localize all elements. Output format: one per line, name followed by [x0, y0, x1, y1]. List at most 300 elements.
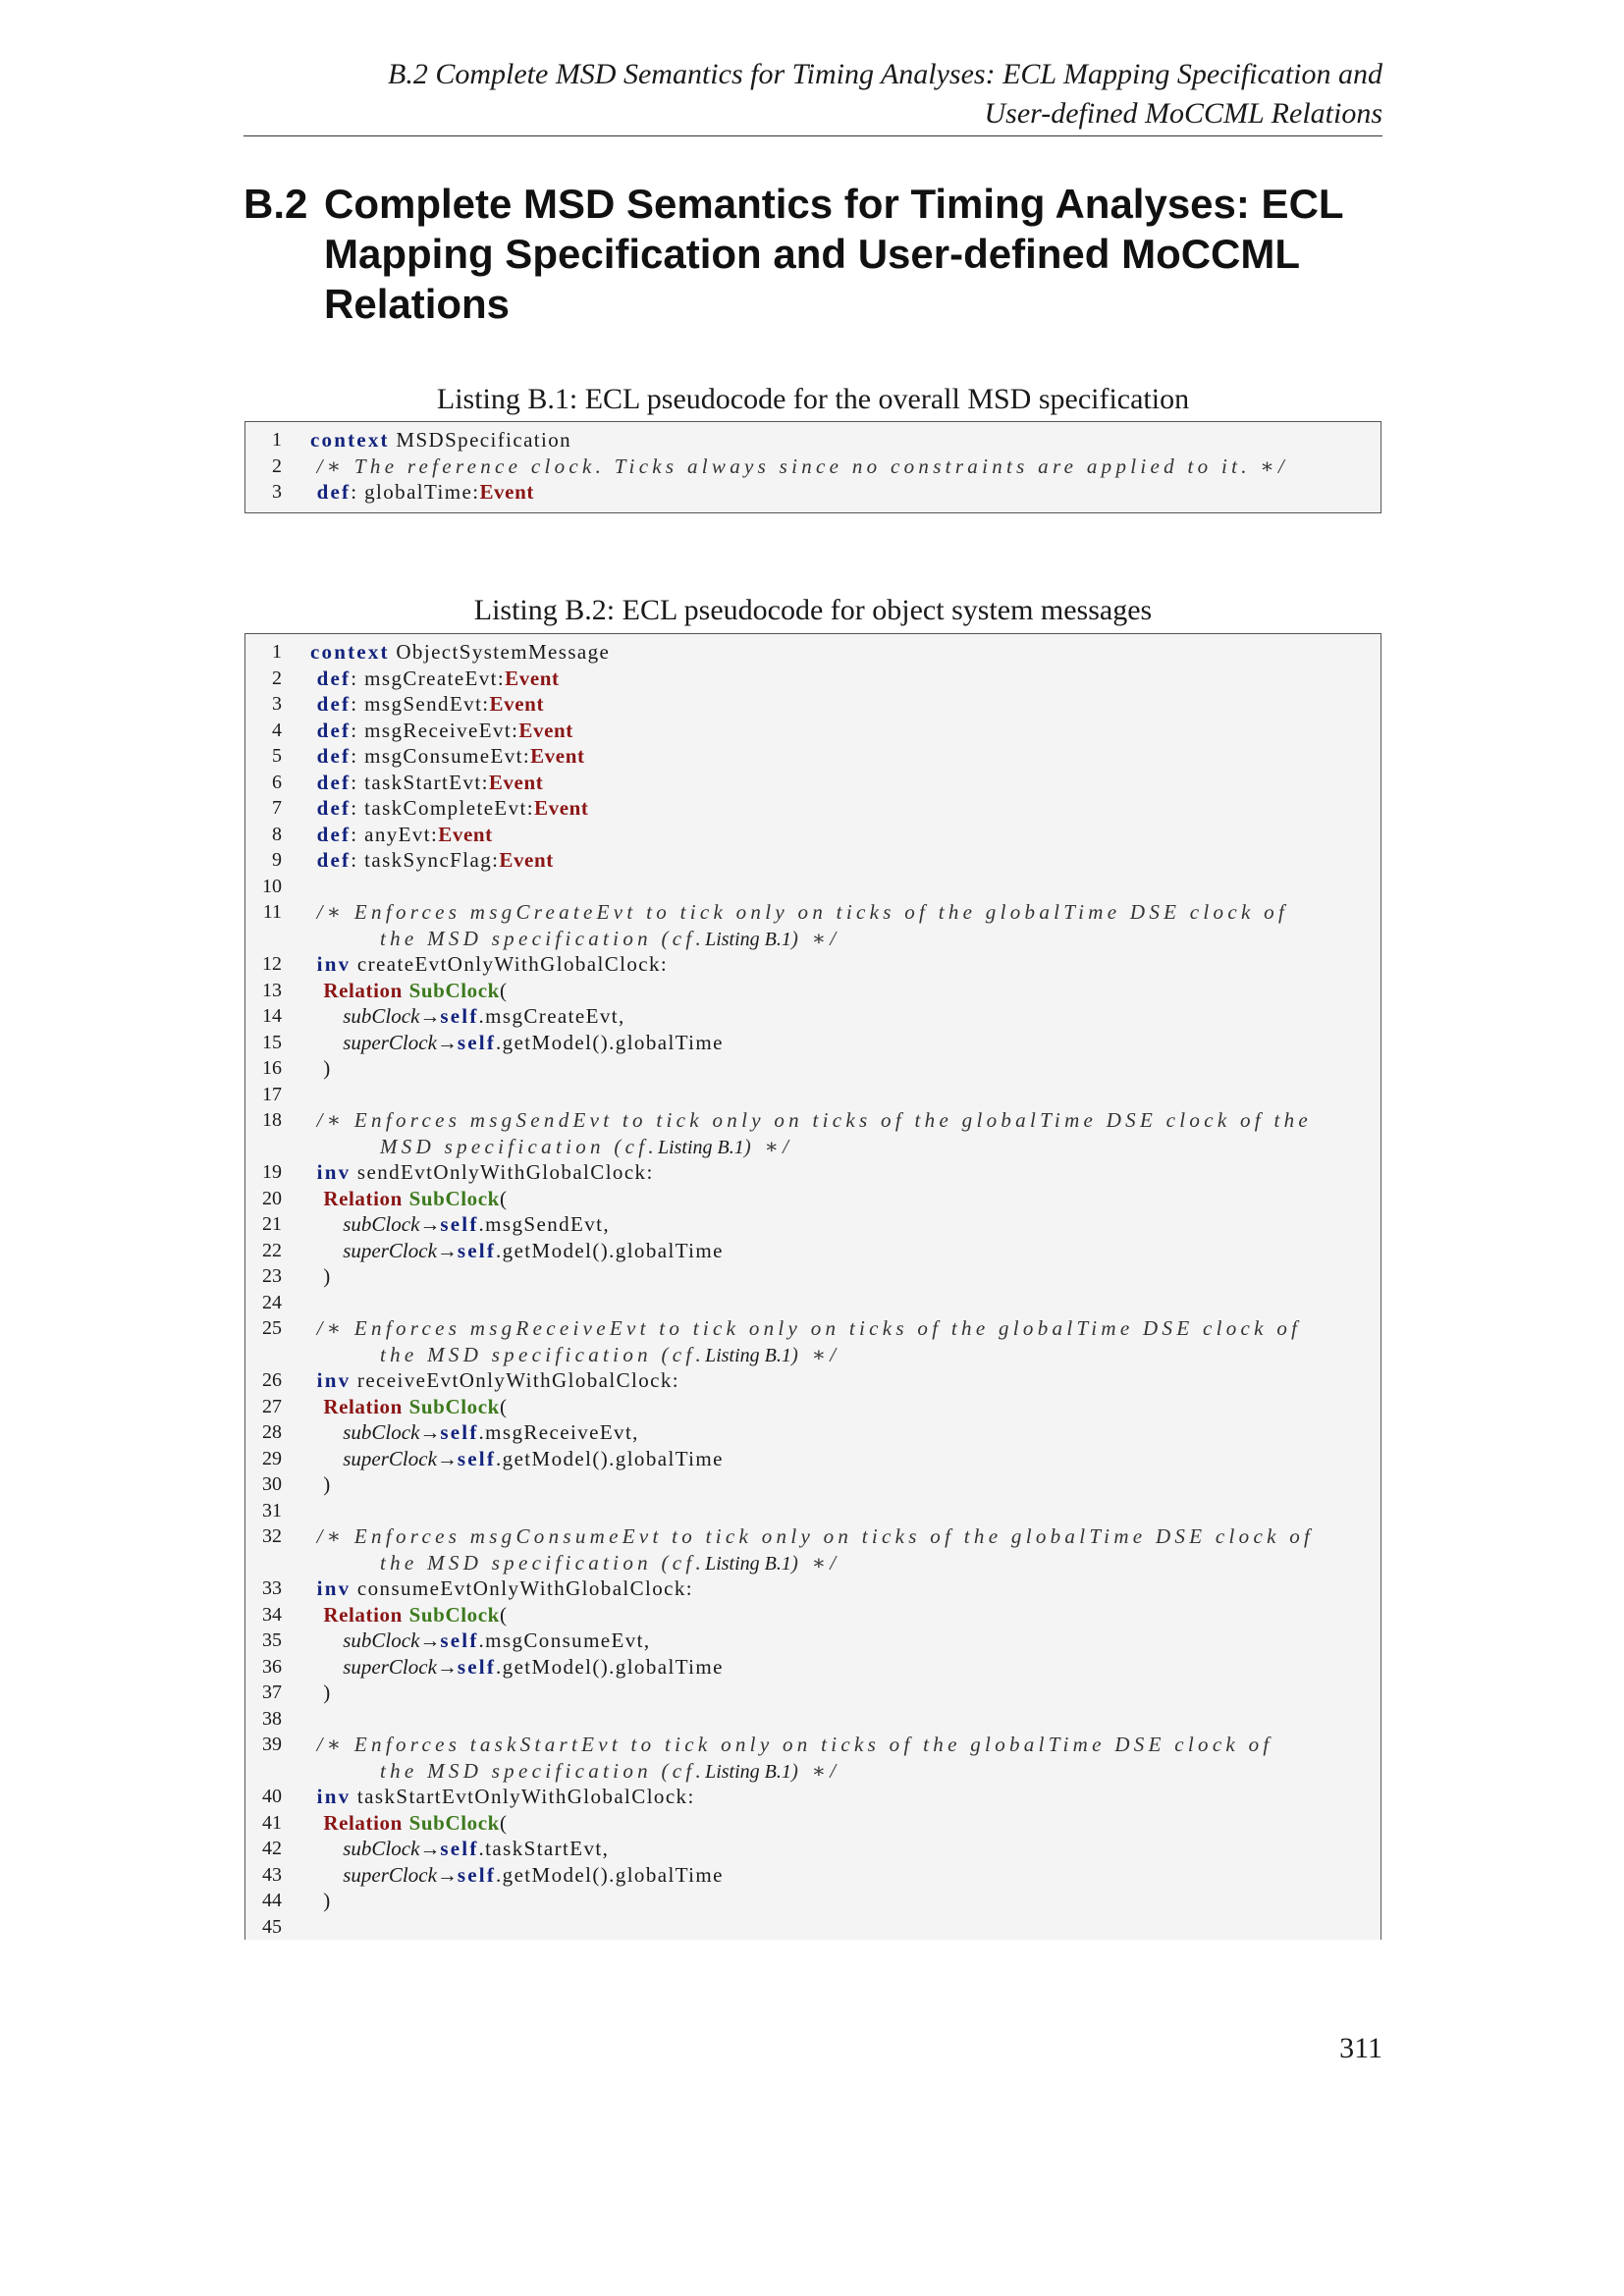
code-comment: /∗ The reference clock. Ticks always since no constraints are applied to it. ∗/	[316, 454, 1289, 478]
code-parameter: superClock→	[343, 1030, 458, 1054]
code-token: (	[499, 1602, 509, 1627]
code-keyword: self	[440, 1004, 479, 1028]
code-line	[245, 978, 1380, 1004]
code-token	[310, 1239, 343, 1262]
code-token	[310, 1603, 323, 1627]
code-text	[310, 1159, 654, 1186]
code-text	[310, 1784, 695, 1810]
line-number: 18	[262, 1109, 282, 1131]
code-text	[310, 1810, 508, 1837]
code-text	[380, 1342, 839, 1369]
code-line	[245, 899, 1380, 926]
code-line	[245, 454, 1380, 480]
code-type: Event	[530, 744, 585, 768]
code-line	[245, 666, 1380, 692]
code-keyword: context	[310, 428, 390, 452]
line-number: 35	[262, 1629, 282, 1651]
listing-b1-caption: Listing B.1: ECL pseudocode for the overall MSD specification	[436, 383, 1190, 415]
code-function: SubClock	[408, 1810, 500, 1835]
code-text	[310, 951, 668, 978]
line-number: 13	[262, 979, 282, 1001]
code-text	[310, 1238, 724, 1264]
line-number: 29	[262, 1447, 282, 1469]
line-number: 2	[272, 667, 282, 689]
code-keyword: self	[457, 1238, 497, 1262]
code-token: .getModel().globalTime	[496, 1446, 724, 1470]
code-token: : taskSyncFlag:	[351, 848, 500, 872]
code-token: : msgCreateEvt:	[351, 666, 506, 690]
code-keyword: inv	[316, 1368, 352, 1392]
code-token: : taskStartEvt:	[351, 770, 489, 794]
section-title: Complete MSD Semantics for Timing Analyses: ECL Mapping Specification and User-defined MoCCML Relations	[324, 181, 1343, 327]
code-line	[245, 1082, 1380, 1108]
code-token: : taskCompleteEvt:	[351, 796, 535, 820]
code-line	[245, 1732, 1380, 1758]
line-number: 33	[262, 1577, 282, 1599]
code-token	[310, 692, 317, 716]
code-line	[245, 718, 1380, 744]
code-token: )	[310, 1056, 332, 1080]
code-token: .getModel().globalTime	[496, 1238, 724, 1262]
code-line-continuation	[245, 926, 1380, 952]
line-number: 10	[262, 875, 282, 897]
code-text	[310, 847, 554, 874]
code-line	[245, 874, 1380, 900]
code-comment: ) ∗/	[790, 1342, 840, 1366]
code-line	[245, 1446, 1380, 1472]
code-text	[310, 1030, 724, 1056]
code-line	[245, 1211, 1380, 1238]
code-token: .msgCreateEvt,	[478, 1004, 625, 1028]
header-rule	[244, 135, 1382, 136]
code-token	[403, 1395, 409, 1418]
code-line-continuation	[245, 1758, 1380, 1785]
code-text	[310, 1446, 724, 1472]
code-line	[245, 1419, 1380, 1446]
code-text	[380, 926, 839, 953]
line-number: 11	[262, 901, 282, 923]
code-line	[245, 1654, 1380, 1681]
code-token	[310, 771, 317, 794]
code-line	[245, 1680, 1380, 1706]
code-token: .msgSendEvt,	[478, 1212, 611, 1236]
line-number: 45	[262, 1915, 282, 1938]
running-head-line-2: User-defined MoCCML Relations	[984, 97, 1382, 130]
code-function: SubClock	[408, 978, 500, 1002]
line-number: 43	[262, 1863, 282, 1886]
code-text	[310, 1471, 332, 1498]
code-parameter: subClock→	[343, 1004, 441, 1028]
code-text	[310, 1888, 332, 1914]
code-line	[245, 822, 1380, 848]
code-keyword: self	[440, 1420, 479, 1444]
code-text	[310, 427, 571, 454]
code-line-continuation	[245, 1550, 1380, 1576]
code-type: Event	[534, 796, 589, 820]
code-comment: the MSD specification (cf.	[380, 1758, 706, 1783]
line-number: 16	[262, 1057, 282, 1079]
code-token	[310, 979, 323, 1002]
code-line	[245, 770, 1380, 796]
code-text	[310, 718, 573, 744]
code-token	[310, 1785, 317, 1808]
code-keyword: context	[310, 640, 390, 664]
code-token: : msgReceiveEvt:	[351, 718, 519, 742]
code-token	[310, 900, 317, 924]
code-line	[245, 1836, 1380, 1862]
line-number: 41	[262, 1811, 282, 1834]
code-type: Relation	[323, 978, 403, 1002]
code-token: ObjectSystemMessage	[389, 640, 611, 664]
code-type: Event	[499, 848, 554, 872]
code-token	[310, 1316, 317, 1340]
code-token: (	[499, 1810, 509, 1835]
code-token: (	[499, 978, 509, 1002]
running-head	[244, 55, 1382, 133]
code-token: : msgConsumeEvt:	[351, 744, 531, 768]
code-token	[310, 1837, 343, 1860]
code-text	[310, 899, 1288, 926]
code-keyword: def	[316, 666, 352, 690]
code-reference: Listing B.1	[705, 1760, 791, 1783]
line-number: 25	[262, 1317, 282, 1339]
code-text	[310, 1602, 508, 1629]
code-text	[310, 743, 585, 770]
code-line	[245, 1888, 1380, 1914]
code-function: SubClock	[408, 1602, 500, 1627]
code-line	[245, 847, 1380, 874]
code-text	[310, 1862, 724, 1889]
line-number: 8	[272, 823, 282, 845]
code-token	[310, 480, 317, 504]
code-token	[403, 979, 409, 1002]
code-line	[245, 1367, 1380, 1394]
code-parameter: superClock→	[343, 1446, 458, 1470]
code-token: .getModel().globalTime	[496, 1654, 724, 1679]
code-line	[245, 1523, 1380, 1550]
line-number: 26	[262, 1369, 282, 1391]
code-parameter: subClock→	[343, 1420, 441, 1444]
code-line	[245, 1263, 1380, 1290]
code-text	[380, 1550, 839, 1577]
code-token: )	[310, 1681, 332, 1704]
code-line	[245, 1628, 1380, 1654]
line-number: 37	[262, 1682, 282, 1703]
line-number: 23	[262, 1265, 282, 1287]
code-token	[310, 1031, 343, 1054]
code-comment: MSD specification (cf.	[380, 1134, 658, 1158]
code-text	[310, 479, 534, 506]
listing-b2-code-block	[244, 633, 1381, 1940]
code-function: SubClock	[408, 1394, 500, 1418]
code-text	[310, 1186, 508, 1212]
running-head-line-1: B.2 Complete MSD Semantics for Timing Analyses: ECL Mapping Specification and	[388, 58, 1382, 90]
code-token: .getModel().globalTime	[496, 1030, 724, 1054]
line-number: 9	[272, 849, 282, 871]
code-comment: /∗ Enforces msgReceiveEvt to tick only on ticks of the globalTime DSE clock of	[316, 1316, 1302, 1340]
code-keyword: inv	[316, 952, 352, 976]
code-line	[245, 1498, 1380, 1524]
code-reference: Listing B.1	[705, 1344, 791, 1366]
line-number: 1	[272, 429, 282, 451]
code-token	[310, 719, 317, 742]
code-token	[310, 667, 317, 690]
code-line	[245, 1315, 1380, 1342]
code-text	[310, 1523, 1314, 1550]
code-comment: /∗ Enforces msgCreateEvt to tick only on ticks of the globalTime DSE clock of	[316, 900, 1289, 924]
code-keyword: self	[457, 1446, 497, 1470]
code-line	[245, 1003, 1380, 1030]
line-number: 7	[272, 797, 282, 819]
code-text	[310, 1654, 724, 1681]
code-function: SubClock	[408, 1186, 500, 1210]
code-token	[310, 744, 317, 768]
code-token: (	[499, 1394, 509, 1418]
code-keyword: def	[316, 692, 352, 716]
code-line	[245, 1030, 1380, 1056]
code-token: MSDSpecification	[389, 428, 572, 452]
code-text	[380, 1134, 792, 1161]
code-reference: Listing B.1	[657, 1136, 744, 1158]
code-line-continuation	[245, 1342, 1380, 1368]
code-token: .msgReceiveEvt,	[478, 1420, 639, 1444]
code-line	[245, 479, 1380, 506]
code-text	[310, 1628, 651, 1654]
code-token	[310, 454, 317, 478]
line-number: 44	[262, 1890, 282, 1911]
code-line	[245, 743, 1380, 770]
code-token	[310, 1368, 317, 1392]
code-line	[245, 1706, 1380, 1733]
code-token: createEvtOnlyWithGlobalClock:	[351, 952, 669, 976]
code-keyword: def	[316, 796, 352, 820]
code-line	[245, 691, 1380, 718]
code-keyword: self	[457, 1654, 497, 1679]
code-keyword: self	[440, 1837, 479, 1860]
line-number: 2	[272, 454, 282, 477]
code-line	[245, 1107, 1380, 1134]
code-keyword: self	[457, 1030, 497, 1054]
code-token: : globalTime:	[351, 480, 480, 504]
code-token: sendEvtOnlyWithGlobalClock:	[351, 1160, 654, 1184]
code-token: )	[310, 1472, 332, 1496]
code-type: Event	[505, 666, 560, 690]
code-text	[310, 1575, 693, 1602]
code-keyword: inv	[316, 1785, 352, 1808]
code-token: )	[310, 1264, 332, 1288]
code-keyword: inv	[316, 1160, 352, 1184]
line-number: 3	[272, 693, 282, 715]
code-line	[245, 1471, 1380, 1498]
line-number: 5	[272, 745, 282, 767]
code-parameter: superClock→	[343, 1238, 458, 1262]
code-text	[310, 795, 589, 822]
code-comment: /∗ Enforces taskStartEvt to tick only on ticks of the globalTime DSE clock of	[316, 1733, 1273, 1756]
code-keyword: def	[316, 770, 352, 794]
code-token: : msgSendEvt:	[351, 692, 490, 716]
line-number: 40	[262, 1786, 282, 1807]
code-token	[403, 1811, 409, 1835]
code-type: Event	[479, 480, 534, 504]
listing-b2-caption: Listing B.2: ECL pseudocode for object system messages	[473, 594, 1153, 626]
code-text	[310, 1680, 332, 1706]
code-line	[245, 427, 1380, 454]
code-text	[310, 1107, 1312, 1134]
code-token	[310, 1108, 317, 1132]
line-number: 31	[262, 1499, 282, 1522]
code-token	[310, 952, 317, 976]
code-token: (	[499, 1186, 509, 1210]
code-token	[310, 1524, 317, 1548]
code-text	[310, 1055, 332, 1082]
code-line	[245, 1055, 1380, 1082]
code-line	[245, 1394, 1380, 1420]
line-number: 15	[262, 1031, 282, 1053]
code-type: Event	[489, 692, 545, 716]
listing-b1-code-block	[244, 421, 1381, 513]
line-number: 28	[262, 1421, 282, 1443]
code-token	[310, 1187, 323, 1210]
code-line	[245, 1602, 1380, 1629]
code-token	[310, 1212, 343, 1236]
code-parameter: subClock→	[343, 1212, 441, 1236]
code-keyword: def	[316, 480, 352, 504]
code-line	[245, 1914, 1380, 1941]
code-token	[310, 1863, 343, 1887]
code-text	[310, 1836, 609, 1862]
code-line	[245, 1575, 1380, 1602]
code-parameter: subClock→	[343, 1629, 441, 1652]
code-token	[310, 823, 317, 846]
code-text	[310, 1732, 1273, 1758]
code-token	[403, 1187, 409, 1210]
code-token	[310, 796, 317, 820]
code-comment: ) ∗/	[790, 1550, 840, 1575]
code-keyword: self	[440, 1212, 479, 1236]
code-token	[310, 1811, 323, 1835]
line-number: 36	[262, 1655, 282, 1678]
code-text	[310, 1367, 679, 1394]
code-type: Relation	[323, 1810, 403, 1835]
code-line	[245, 1862, 1380, 1889]
line-number: 24	[262, 1291, 282, 1313]
code-reference: Listing B.1	[705, 1552, 791, 1575]
code-comment: ) ∗/	[743, 1134, 793, 1158]
line-number: 4	[272, 719, 282, 741]
code-comment: ) ∗/	[790, 926, 840, 950]
code-line	[245, 1186, 1380, 1212]
code-line	[245, 1159, 1380, 1186]
code-line-continuation	[245, 1134, 1380, 1160]
code-keyword: self	[457, 1862, 497, 1887]
code-line	[245, 1290, 1380, 1316]
code-line	[245, 795, 1380, 822]
line-number: 1	[272, 641, 282, 663]
line-number: 3	[272, 481, 282, 503]
code-text	[310, 691, 544, 718]
code-type: Relation	[323, 1394, 403, 1418]
code-token	[310, 1004, 343, 1028]
line-number: 20	[262, 1187, 282, 1209]
code-token: consumeEvtOnlyWithGlobalClock:	[351, 1576, 694, 1600]
line-number: 22	[262, 1239, 282, 1261]
code-token: .getModel().globalTime	[496, 1862, 724, 1887]
line-number: 17	[262, 1083, 282, 1105]
code-type: Event	[438, 822, 493, 846]
line-number: 21	[262, 1213, 282, 1235]
code-comment: the MSD specification (cf.	[380, 1550, 706, 1575]
code-comment: /∗ Enforces msgConsumeEvt to tick only on ticks of the globalTime DSE clock of	[316, 1524, 1315, 1548]
code-token	[310, 848, 317, 872]
code-reference: Listing B.1	[705, 928, 791, 950]
code-token: receiveEvtOnlyWithGlobalClock:	[351, 1368, 680, 1392]
code-type: Relation	[323, 1602, 403, 1627]
code-keyword: def	[316, 848, 352, 872]
code-token	[403, 1603, 409, 1627]
code-parameter: superClock→	[343, 1862, 458, 1887]
code-text	[310, 978, 508, 1004]
code-text	[310, 1394, 508, 1420]
line-number: 27	[262, 1395, 282, 1417]
line-number: 12	[262, 953, 282, 975]
code-text	[380, 1758, 839, 1786]
section-heading	[244, 179, 1382, 329]
code-line	[245, 1238, 1380, 1264]
code-token	[310, 1395, 323, 1418]
code-text	[310, 1419, 639, 1446]
line-number: 42	[262, 1838, 282, 1859]
code-keyword: self	[440, 1629, 479, 1652]
section-number: B.2	[244, 181, 308, 227]
code-line	[245, 951, 1380, 978]
code-line	[245, 1784, 1380, 1810]
code-line	[245, 639, 1380, 666]
code-comment: the MSD specification (cf.	[380, 1342, 706, 1366]
code-token	[310, 1160, 317, 1184]
code-token: : anyEvt:	[351, 822, 439, 846]
line-number: 32	[262, 1525, 282, 1547]
code-text	[310, 454, 1288, 480]
code-token	[310, 1420, 343, 1444]
code-type: Event	[518, 718, 573, 742]
code-comment: the MSD specification (cf.	[380, 926, 706, 950]
code-text	[310, 1211, 610, 1238]
code-line	[245, 1810, 1380, 1837]
line-number: 39	[262, 1734, 282, 1755]
code-token	[310, 1576, 317, 1600]
code-text	[310, 1263, 332, 1290]
page-number: 311	[1339, 2032, 1382, 2064]
code-text	[310, 770, 543, 796]
code-text	[310, 1315, 1301, 1342]
code-token: .taskStartEvt,	[478, 1837, 610, 1860]
line-number: 6	[272, 771, 282, 793]
code-keyword: inv	[316, 1576, 352, 1600]
code-parameter: subClock→	[343, 1837, 441, 1860]
line-number: 19	[262, 1161, 282, 1183]
code-token	[310, 1629, 343, 1652]
code-keyword: def	[316, 822, 352, 846]
line-number: 30	[262, 1473, 282, 1495]
code-type: Relation	[323, 1186, 403, 1210]
code-text	[310, 666, 560, 692]
code-text	[310, 822, 493, 848]
code-token	[310, 1733, 317, 1756]
code-text	[310, 639, 610, 666]
code-token: )	[310, 1889, 332, 1912]
line-number: 14	[262, 1005, 282, 1027]
code-type: Event	[488, 770, 544, 794]
